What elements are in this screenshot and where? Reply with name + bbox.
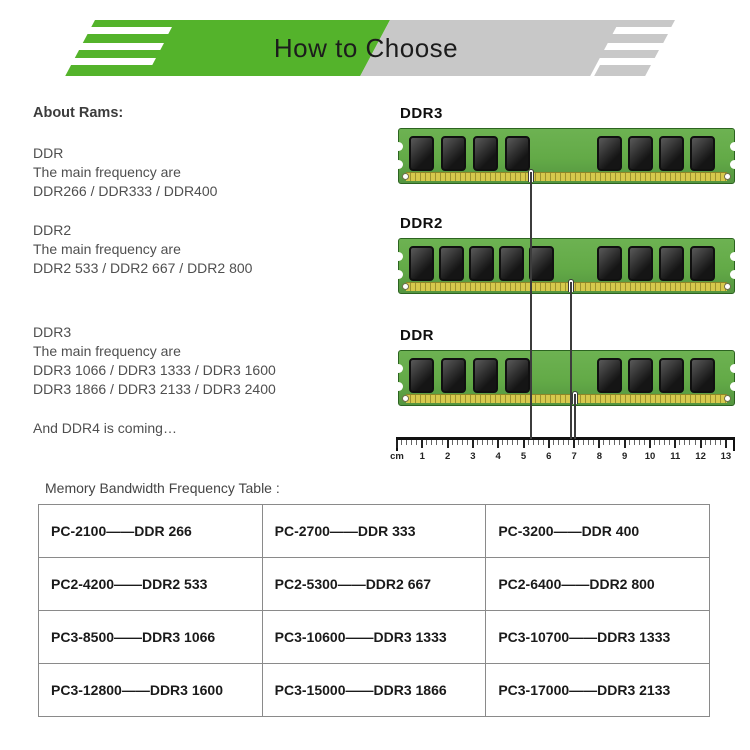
memory-chip bbox=[409, 136, 434, 171]
ram-section-ddr bbox=[33, 144, 393, 201]
ruler-label: 12 bbox=[695, 451, 706, 462]
edge-clip-notch bbox=[730, 364, 739, 373]
memory-chip bbox=[409, 246, 434, 281]
ruler-tick bbox=[674, 440, 676, 448]
ruler bbox=[390, 437, 735, 465]
ruler-tick bbox=[679, 440, 680, 445]
edge-clip-notch bbox=[730, 270, 739, 279]
table-cell: PC3-8500——DDR3 1066 bbox=[39, 611, 263, 664]
ruler-tick bbox=[538, 440, 539, 445]
ruler-tick bbox=[720, 440, 721, 445]
ruler-tick bbox=[416, 440, 417, 445]
ruler-tick bbox=[573, 440, 575, 448]
ram-section-line: DDR266 / DDR333 / DDR400 bbox=[33, 183, 218, 199]
mount-hole bbox=[402, 395, 409, 402]
memory-chip bbox=[628, 136, 653, 171]
ruler-tick bbox=[629, 440, 630, 445]
ruler-tick bbox=[609, 440, 610, 445]
memory-chip bbox=[469, 246, 494, 281]
table-row bbox=[39, 664, 710, 717]
ram-pcb bbox=[398, 350, 735, 406]
memory-chip bbox=[597, 136, 622, 171]
ruler-tick bbox=[568, 440, 569, 445]
ruler-tick bbox=[533, 440, 534, 445]
edge-clip-notch bbox=[394, 364, 403, 373]
ruler-label: 11 bbox=[670, 451, 681, 462]
ram-section-line: The main frequency are bbox=[33, 241, 181, 257]
ruler-tick bbox=[659, 440, 660, 445]
memory-chip bbox=[499, 246, 524, 281]
ram-section-line: DDR2 533 / DDR2 667 / DDR2 800 bbox=[33, 260, 253, 276]
memory-chip bbox=[659, 358, 684, 393]
ruler-tick bbox=[669, 440, 670, 445]
ruler-tick bbox=[523, 440, 525, 448]
table-cell: PC-2100——DDR 266 bbox=[39, 505, 263, 558]
memory-chip bbox=[690, 358, 715, 393]
ram-pcb bbox=[398, 238, 735, 294]
table-cell: PC3-10700——DDR3 1333 bbox=[486, 611, 710, 664]
edge-clip-notch bbox=[394, 270, 403, 279]
gold-contacts bbox=[406, 172, 727, 181]
memory-chip bbox=[597, 358, 622, 393]
table-cell: PC2-6400——DDR2 800 bbox=[486, 558, 710, 611]
ruler-tick bbox=[507, 440, 508, 445]
ruler-tick bbox=[467, 440, 468, 445]
ram-section-line: DDR3 1066 / DDR3 1333 / DDR3 1600 bbox=[33, 362, 276, 378]
memory-chip bbox=[505, 358, 530, 393]
ruler-tick bbox=[725, 440, 727, 448]
ruler-tick bbox=[639, 440, 640, 445]
ruler-tick bbox=[624, 440, 626, 448]
pointer-line bbox=[530, 172, 532, 439]
mount-hole bbox=[402, 283, 409, 290]
ram-pcb bbox=[398, 128, 735, 184]
ram-section-line: DDR3 1866 / DDR3 2133 / DDR3 2400 bbox=[33, 381, 276, 397]
memory-chip bbox=[441, 358, 466, 393]
table-cell: PC3-10600——DDR3 1333 bbox=[262, 611, 486, 664]
ruler-tick bbox=[436, 440, 437, 445]
mount-hole bbox=[402, 173, 409, 180]
ruler-tick bbox=[619, 440, 620, 445]
ruler-tick bbox=[502, 440, 503, 445]
edge-clip-notch bbox=[394, 382, 403, 391]
about-heading: About Rams: bbox=[33, 105, 124, 121]
ruler-tick bbox=[700, 440, 702, 448]
memory-chip bbox=[659, 246, 684, 281]
ruler-tick bbox=[588, 440, 589, 445]
ruler-tick bbox=[426, 440, 427, 445]
edge-clip-notch bbox=[394, 252, 403, 261]
ruler-tick bbox=[583, 440, 584, 445]
ddr4-note: And DDR4 is coming… bbox=[33, 420, 177, 436]
ruler-tick bbox=[558, 440, 559, 445]
ruler-tick bbox=[492, 440, 493, 445]
ruler-label: 9 bbox=[622, 451, 628, 462]
memory-chip bbox=[439, 246, 464, 281]
table-cell: PC3-15000——DDR3 1866 bbox=[262, 664, 486, 717]
memory-chip bbox=[441, 136, 466, 171]
ram-module bbox=[398, 350, 735, 406]
ruler-tick bbox=[447, 440, 449, 448]
memory-chip bbox=[505, 136, 530, 171]
header-banner bbox=[0, 20, 750, 76]
table-cell: PC2-5300——DDR2 667 bbox=[262, 558, 486, 611]
ruler-label: 5 bbox=[520, 451, 527, 462]
table-cell: PC-3200——DDR 400 bbox=[486, 505, 710, 558]
ruler-tick bbox=[462, 440, 463, 445]
ruler-label: 2 bbox=[444, 451, 451, 462]
ruler-label: 6 bbox=[546, 451, 552, 462]
edge-clip-notch bbox=[730, 382, 739, 391]
ruler-tick bbox=[634, 440, 635, 445]
ruler-tick bbox=[472, 440, 474, 448]
memory-chip bbox=[473, 358, 498, 393]
ruler-tick bbox=[487, 440, 488, 445]
table-title: Memory Bandwidth Frequency Table : bbox=[45, 480, 280, 496]
ruler-tick bbox=[457, 440, 458, 445]
mount-hole bbox=[724, 173, 731, 180]
about-rams-text bbox=[33, 104, 393, 438]
ruler-tick bbox=[649, 440, 651, 448]
ram-section-line: The main frequency are bbox=[33, 164, 181, 180]
mount-hole bbox=[724, 395, 731, 402]
ruler-tick bbox=[578, 440, 579, 445]
edge-clip-notch bbox=[730, 252, 739, 261]
table-cell: PC-2700——DDR 333 bbox=[262, 505, 486, 558]
memory-chip bbox=[690, 246, 715, 281]
edge-clip-notch bbox=[730, 142, 739, 151]
edge-clip-notch bbox=[394, 142, 403, 151]
ruler-label: 3 bbox=[470, 451, 476, 462]
ram-section-ddr2 bbox=[33, 221, 393, 278]
freq-table bbox=[38, 504, 710, 717]
ruler-label: 13 bbox=[720, 451, 732, 462]
table-row bbox=[39, 558, 710, 611]
ruler-tick bbox=[497, 440, 499, 448]
ruler-tick bbox=[528, 440, 529, 445]
ram-module bbox=[398, 128, 735, 184]
table-cell: PC2-4200——DDR2 533 bbox=[39, 558, 263, 611]
ruler-tick bbox=[548, 440, 550, 448]
memory-chip bbox=[659, 136, 684, 171]
edge-clip-notch bbox=[394, 160, 403, 169]
table-row bbox=[39, 505, 710, 558]
ruler-tick bbox=[396, 440, 398, 448]
ruler-tick bbox=[664, 440, 665, 445]
ruler-tick bbox=[517, 440, 518, 445]
ruler-tick bbox=[705, 440, 706, 445]
ruler-tick bbox=[482, 440, 483, 445]
ruler-tick bbox=[654, 440, 655, 445]
ruler-tick bbox=[689, 440, 690, 445]
ruler-tick bbox=[431, 440, 432, 445]
ruler-tick bbox=[715, 440, 716, 445]
mount-hole bbox=[724, 283, 731, 290]
ram-section-title: DDR3 bbox=[33, 324, 72, 340]
memory-chip bbox=[628, 358, 653, 393]
ram-section-title: DDR bbox=[33, 145, 64, 161]
ruler-tick bbox=[593, 440, 594, 445]
pointer-line bbox=[574, 394, 576, 439]
memory-chip bbox=[473, 136, 498, 171]
ram-section-title: DDR2 bbox=[33, 222, 72, 238]
ruler-tick bbox=[477, 440, 478, 445]
pointer-line bbox=[570, 282, 572, 439]
ruler-tick bbox=[442, 440, 443, 445]
gold-contacts bbox=[406, 282, 727, 291]
ruler-tick bbox=[401, 440, 402, 445]
ruler-tick bbox=[452, 440, 453, 445]
ruler-label: 10 bbox=[644, 451, 656, 462]
ruler-tick bbox=[598, 440, 600, 448]
ruler-tick bbox=[695, 440, 696, 445]
ruler-tick bbox=[543, 440, 544, 445]
page-title: How to Choose bbox=[273, 33, 459, 63]
memory-chip bbox=[597, 246, 622, 281]
ruler-tick bbox=[644, 440, 645, 445]
memory-chip bbox=[529, 246, 554, 281]
ruler-tick bbox=[614, 440, 615, 445]
ruler-tick bbox=[512, 440, 513, 445]
table-row bbox=[39, 611, 710, 664]
ruler-tick bbox=[553, 440, 554, 445]
table-cell: PC3-17000——DDR3 2133 bbox=[486, 664, 710, 717]
ruler-tick bbox=[406, 440, 407, 445]
ruler-label: 7 bbox=[571, 451, 577, 462]
memory-chip bbox=[409, 358, 434, 393]
ruler-tick bbox=[603, 440, 604, 445]
ram-module-label: DDR3 bbox=[400, 105, 443, 122]
ruler-label: 4 bbox=[495, 451, 501, 462]
ram-module bbox=[398, 238, 735, 294]
ruler-label: 1 bbox=[419, 451, 425, 462]
edge-clip-notch bbox=[730, 160, 739, 169]
ram-section-line: The main frequency are bbox=[33, 343, 181, 359]
ruler-label: cm bbox=[390, 451, 404, 462]
ruler-tick bbox=[563, 440, 564, 445]
ram-module-label: DDR bbox=[400, 327, 434, 344]
gold-contacts bbox=[406, 394, 727, 403]
memory-chip bbox=[628, 246, 653, 281]
ruler-tick bbox=[411, 440, 412, 445]
table-cell: PC3-12800——DDR3 1600 bbox=[39, 664, 263, 717]
memory-chip bbox=[690, 136, 715, 171]
ram-module-label: DDR2 bbox=[400, 215, 443, 232]
ruler-end-cap bbox=[733, 437, 735, 451]
ruler-tick bbox=[684, 440, 685, 445]
ruler-tick bbox=[710, 440, 711, 445]
ruler-label: 8 bbox=[596, 451, 603, 462]
ruler-tick bbox=[421, 440, 423, 448]
ram-section-ddr3 bbox=[33, 323, 393, 399]
